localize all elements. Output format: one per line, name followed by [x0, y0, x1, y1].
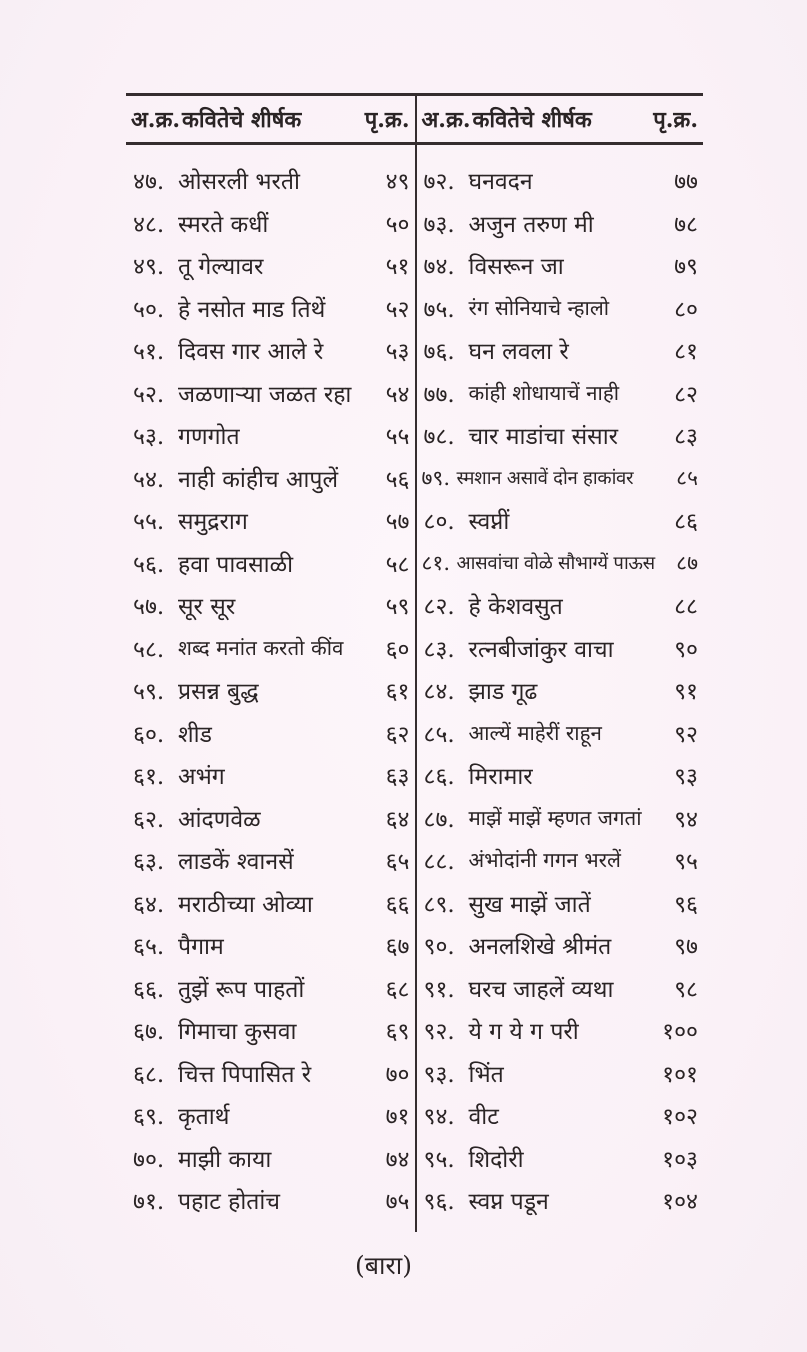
table-row	[126, 287, 415, 330]
row-page-number: १०२	[662, 1104, 698, 1131]
row-serial-number: ४८.	[133, 211, 165, 238]
row-page-number: ५६	[385, 466, 410, 493]
table-row	[126, 414, 415, 457]
table-row	[417, 882, 704, 925]
row-page-number: ५५	[385, 424, 410, 451]
row-poem-title: हे केशवसुत	[468, 594, 563, 621]
row-poem-title: गणगोत	[178, 424, 240, 451]
row-serial-number: ६६.	[133, 976, 165, 1003]
row-serial-number: ८७.	[423, 806, 455, 833]
table-row	[417, 1137, 704, 1180]
table-row	[126, 499, 415, 542]
table-row	[417, 414, 704, 457]
row-page-number: ९०	[674, 636, 698, 663]
row-poem-title: घनवदन	[468, 169, 533, 196]
table-row	[126, 584, 415, 627]
row-serial-number: ५५.	[133, 509, 165, 536]
row-serial-number: ८९.	[423, 891, 455, 918]
row-poem-title: चार माडांचा संसार	[468, 424, 619, 451]
row-page-number: ६९	[385, 1019, 410, 1046]
row-page-number: ४९	[385, 169, 410, 196]
row-serial-number: ६१.	[133, 764, 165, 791]
row-serial-number: ७९.	[421, 465, 451, 490]
row-serial-number: ६५.	[133, 934, 165, 961]
row-serial-number: ८०.	[423, 509, 455, 536]
row-serial-number: ६४.	[133, 891, 165, 918]
row-poem-title: आल्यें माहेरीं राहून	[468, 720, 602, 745]
row-poem-title: हवा पावसाळी	[178, 551, 294, 578]
row-poem-title: मिरामार	[468, 764, 533, 791]
toc-column-right	[415, 96, 704, 1232]
row-serial-number: ७०.	[133, 1146, 165, 1173]
page-footer	[0, 1248, 767, 1282]
row-page-number: ५०	[385, 211, 410, 238]
row-poem-title: अभंग	[178, 764, 225, 791]
row-serial-number: ४७.	[133, 169, 165, 196]
table-row	[417, 839, 704, 882]
table-row	[417, 1094, 704, 1137]
table-row	[126, 627, 415, 670]
row-poem-title: कृतार्थ	[178, 1104, 230, 1131]
row-page-number: ७८	[674, 211, 698, 238]
header-page-label: पृ.क्र.	[364, 107, 410, 133]
row-page-number: १०१	[662, 1061, 698, 1088]
row-poem-title: पहाट होतांच	[178, 1189, 280, 1216]
row-page-number: ९२	[674, 721, 698, 748]
table-row	[126, 1094, 415, 1137]
row-page-number: ५७	[385, 509, 410, 536]
row-poem-title: ओसरली भरती	[178, 169, 300, 196]
toc-column-left	[126, 96, 415, 1232]
table-row	[417, 457, 704, 500]
row-page-number: ८८	[674, 594, 698, 621]
row-serial-number: ५०.	[133, 296, 165, 323]
row-page-number: ८३	[674, 424, 698, 451]
row-page-number: ८२	[674, 381, 698, 408]
row-page-number: ६७	[385, 934, 410, 961]
table-row	[126, 202, 415, 245]
table-row	[126, 372, 415, 415]
row-serial-number: ४९.	[133, 254, 165, 281]
row-serial-number: ५१.	[133, 339, 165, 366]
row-page-number: ९८	[674, 976, 698, 1003]
row-serial-number: ८५.	[423, 721, 455, 748]
row-serial-number: ८१.	[421, 550, 451, 575]
row-serial-number: ५३.	[133, 424, 165, 451]
row-poem-title: स्वप्न पडून	[468, 1189, 549, 1216]
row-poem-title: वीट	[468, 1104, 499, 1131]
row-poem-title: अजुन तरुण मी	[468, 211, 594, 238]
table-row	[126, 542, 415, 585]
toc-rows-right	[417, 145, 704, 1222]
row-poem-title: तुझें रूप पाहतों	[178, 976, 305, 1003]
row-page-number: ५९	[385, 594, 410, 621]
row-serial-number: ५८.	[133, 636, 165, 663]
row-page-number: ५४	[385, 381, 410, 408]
row-page-number: ७७	[674, 169, 698, 196]
row-poem-title: पैगाम	[178, 934, 224, 961]
row-poem-title: तू गेल्यावर	[178, 254, 264, 281]
row-page-number: ७९	[674, 254, 698, 281]
row-serial-number: ९५.	[423, 1146, 455, 1173]
table-row	[417, 329, 704, 372]
row-serial-number: ६३.	[133, 849, 165, 876]
row-page-number: ५२	[385, 296, 410, 323]
row-page-number: ८७	[676, 550, 698, 575]
table-row	[417, 967, 704, 1010]
row-poem-title: अंभोदांनी गगन भरलें	[468, 848, 621, 873]
row-poem-title: माझी काया	[178, 1146, 272, 1173]
row-page-number: ९७	[674, 934, 698, 961]
row-serial-number: ५७.	[133, 594, 165, 621]
row-poem-title: रंग सोनियाचे न्हालो	[468, 295, 610, 320]
row-serial-number: ९६.	[423, 1189, 455, 1216]
row-poem-title: आंदणवेळ	[178, 806, 261, 833]
row-serial-number: ७२.	[423, 169, 455, 196]
row-page-number: ८०	[674, 296, 698, 323]
row-serial-number: ७७.	[423, 381, 455, 408]
row-serial-number: ६०.	[133, 721, 165, 748]
row-page-number: ८६	[674, 509, 698, 536]
table-row	[126, 1179, 415, 1222]
row-poem-title: घरच जाहलें व्यथा	[468, 976, 614, 1003]
row-poem-title: विसरून जा	[468, 254, 564, 281]
row-page-number: ८५	[676, 465, 698, 490]
toc-table	[126, 93, 703, 1232]
row-serial-number: ७१.	[133, 1189, 165, 1216]
row-poem-title: समुद्रराग	[178, 509, 248, 536]
table-row	[126, 797, 415, 840]
table-row	[126, 712, 415, 755]
row-serial-number: ५४.	[133, 466, 165, 493]
row-poem-title: ये ग ये ग परी	[468, 1019, 579, 1046]
table-row	[417, 669, 704, 712]
row-poem-title: गिमाचा कुसवा	[178, 1019, 297, 1046]
table-row	[417, 287, 704, 330]
row-page-number: ६५	[385, 849, 410, 876]
table-row	[417, 924, 704, 967]
row-page-number: १०३	[662, 1146, 698, 1173]
row-serial-number: ९०.	[423, 934, 455, 961]
table-row	[417, 584, 704, 627]
table-row	[126, 669, 415, 712]
table-row	[417, 159, 704, 202]
row-page-number: ७०	[385, 1061, 410, 1088]
row-page-number: ७१	[385, 1104, 410, 1131]
row-poem-title: सूर सूर	[178, 594, 236, 621]
row-page-number: ६३	[385, 764, 410, 791]
table-row	[417, 754, 704, 797]
header-serial-label: अ.क्र.	[131, 107, 181, 133]
row-page-number: ५१	[385, 254, 410, 281]
row-page-number: १०४	[662, 1189, 698, 1216]
row-serial-number: ९१.	[423, 976, 455, 1003]
table-row	[126, 967, 415, 1010]
table-row	[126, 754, 415, 797]
header-page-label: पृ.क्र.	[653, 107, 698, 133]
row-poem-title: कांही शोधायाचें नाही	[468, 380, 620, 405]
row-poem-title: नाही कांहीच आपुलें	[178, 466, 339, 493]
row-page-number: ९१	[674, 679, 698, 706]
row-serial-number: ५२.	[133, 381, 165, 408]
row-serial-number: ९२.	[423, 1019, 455, 1046]
table-row	[417, 499, 704, 542]
row-poem-title: अनलशिखे श्रीमंत	[468, 934, 612, 961]
row-serial-number: ७४.	[423, 254, 455, 281]
row-page-number: ६८	[385, 976, 410, 1003]
table-row	[417, 797, 704, 840]
row-serial-number: ९३.	[423, 1061, 455, 1088]
row-serial-number: ८३.	[423, 636, 455, 663]
row-page-number: ६२	[385, 721, 410, 748]
row-serial-number: ७३.	[423, 211, 455, 238]
row-page-number: ९५	[674, 849, 698, 876]
row-page-number: ६६	[385, 891, 410, 918]
row-serial-number: ७६.	[423, 339, 455, 366]
row-serial-number: ८६.	[423, 764, 455, 791]
table-row	[417, 1052, 704, 1095]
table-row	[417, 1009, 704, 1052]
row-page-number: ९६	[674, 891, 698, 918]
table-row	[417, 372, 704, 415]
row-page-number: ५८	[385, 551, 410, 578]
row-poem-title: शिदोरी	[468, 1146, 524, 1173]
row-poem-title: घन लवला रे	[468, 339, 569, 366]
toc-header-right	[417, 96, 704, 145]
row-poem-title: हे नसोत माड तिथें	[178, 296, 326, 323]
row-page-number: ७४	[385, 1146, 410, 1173]
row-page-number: ५३	[385, 339, 410, 366]
header-title-label: कवितेचे शीर्षक	[182, 107, 302, 133]
table-row	[417, 712, 704, 755]
table-row	[126, 924, 415, 967]
table-row	[417, 1179, 704, 1222]
row-poem-title: भिंत	[468, 1061, 504, 1088]
header-serial-label: अ.क्र.	[421, 107, 471, 133]
table-row	[126, 159, 415, 202]
table-row	[126, 457, 415, 500]
row-page-number: १००	[662, 1019, 698, 1046]
row-poem-title: लाडकें श्वानसें	[178, 849, 294, 876]
table-row	[417, 627, 704, 670]
table-row	[126, 244, 415, 287]
row-serial-number: ७८.	[423, 424, 455, 451]
row-poem-title: स्वप्नीं	[468, 509, 510, 536]
row-page-number: ६०	[385, 636, 410, 663]
row-poem-title: शब्द मनांत करतो कींव	[178, 635, 344, 660]
row-poem-title: दिवस गार आले रे	[178, 339, 324, 366]
toc-header-left	[126, 96, 415, 145]
row-poem-title: शीड	[178, 721, 212, 748]
row-poem-title: माझें माझें म्हणत जगतां	[468, 805, 642, 830]
row-serial-number: ७५.	[423, 296, 455, 323]
row-poem-title: रत्नबीजांकुर वाचा	[468, 636, 614, 663]
row-serial-number: ६२.	[133, 806, 165, 833]
table-row	[126, 882, 415, 925]
table-row	[126, 1052, 415, 1095]
row-page-number: ९४	[674, 806, 698, 833]
row-page-number: ६४	[385, 806, 410, 833]
row-poem-title: मराठीच्या ओव्या	[178, 891, 313, 918]
row-poem-title: स्मरते कधीं	[178, 211, 269, 238]
footer-page-label: (बारा)	[355, 1251, 412, 1280]
row-page-number: ८१	[674, 339, 698, 366]
row-poem-title: जळणाऱ्या जळत रहा	[178, 381, 352, 408]
row-serial-number: ६८.	[133, 1061, 165, 1088]
row-serial-number: ५६.	[133, 551, 165, 578]
row-serial-number: ८२.	[423, 594, 455, 621]
row-page-number: ७५	[385, 1189, 410, 1216]
table-row	[126, 1009, 415, 1052]
table-row	[417, 202, 704, 245]
table-row	[126, 329, 415, 372]
table-row	[417, 542, 704, 585]
row-poem-title: सुख माझें जातें	[468, 891, 591, 918]
row-serial-number: ८८.	[423, 849, 455, 876]
table-row	[126, 839, 415, 882]
row-poem-title: प्रसन्न बुद्ध	[178, 679, 259, 706]
row-serial-number: ६७.	[133, 1019, 165, 1046]
row-poem-title: स्मशान असावें दोन हाकांवर	[456, 468, 634, 490]
row-serial-number: ८४.	[423, 679, 455, 706]
header-title-label: कवितेचे शीर्षक	[472, 107, 592, 133]
table-row	[417, 244, 704, 287]
row-poem-title: झाड गूढ	[468, 679, 538, 706]
row-serial-number: ६९.	[133, 1104, 165, 1131]
row-serial-number: ५९.	[133, 679, 165, 706]
row-poem-title: आसवांचा वोळे सौभाग्यें पाऊस	[456, 553, 655, 575]
row-page-number: ६१	[385, 679, 410, 706]
toc-rows-left	[126, 145, 415, 1222]
row-poem-title: चित्त पिपासित रे	[178, 1061, 312, 1088]
table-row	[126, 1137, 415, 1180]
row-serial-number: ९४.	[423, 1104, 455, 1131]
row-page-number: ९३	[674, 764, 698, 791]
